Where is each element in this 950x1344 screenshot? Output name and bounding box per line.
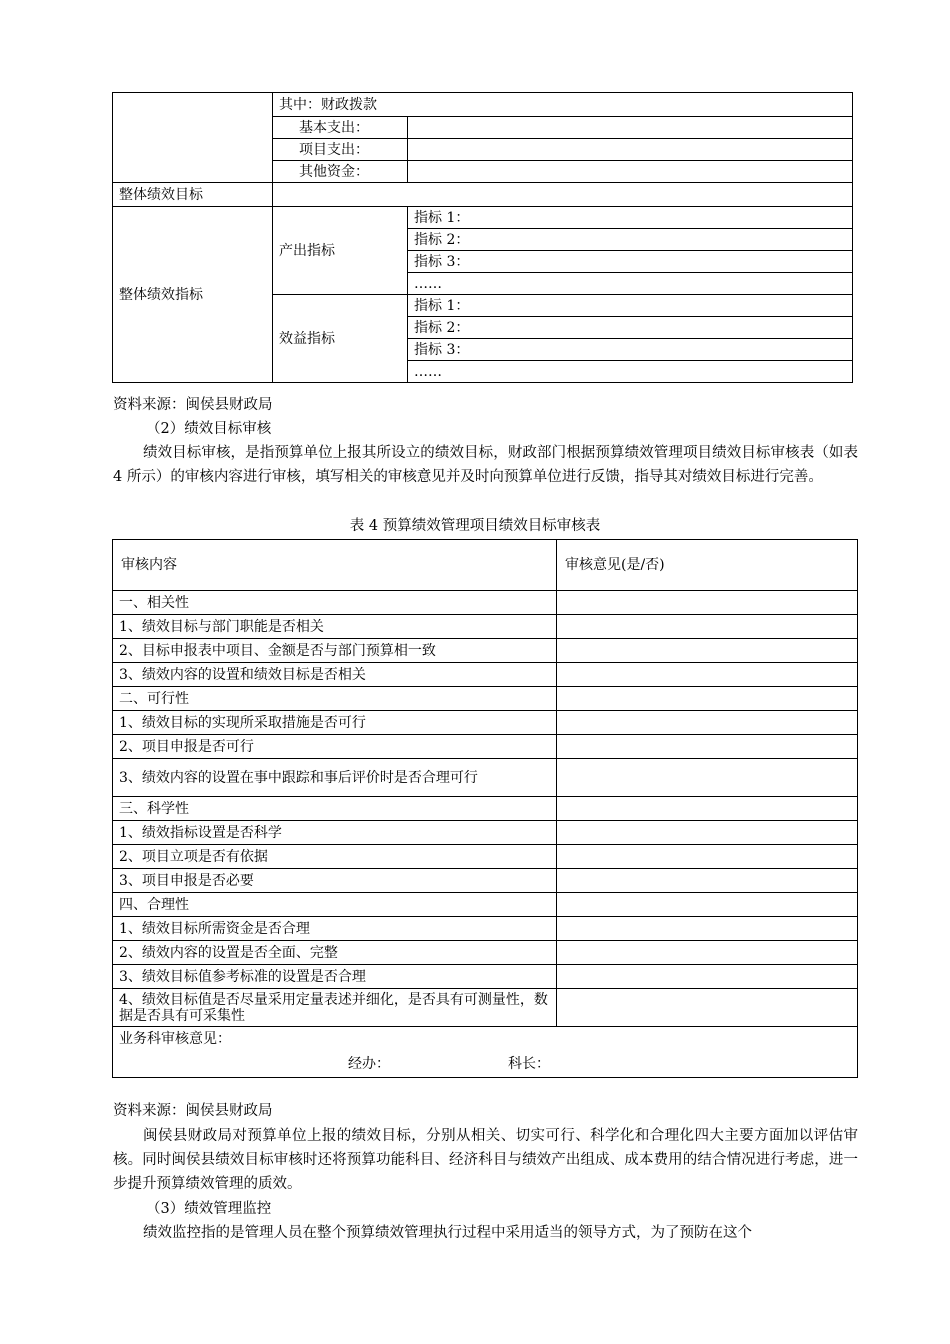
- row-section-feasibility: 二、可行性: [113, 687, 557, 711]
- row-section-rationality: 四、合理性: [113, 893, 557, 917]
- row-item: 2、目标申报表中项目、金额是否与部门预算相一致: [113, 639, 557, 663]
- opinion-cell: [557, 797, 858, 821]
- empty-cell: [113, 93, 273, 183]
- paragraph-3: 绩效监控指的是管理人员在整个预算绩效管理执行过程中采用适当的领导方式，为了预防在这个: [143, 1225, 752, 1241]
- benefit-indicator-1: 指标 1：: [408, 295, 853, 317]
- row-item: 1、绩效指标设置是否科学: [113, 821, 557, 845]
- row-item: 3、绩效内容的设置和绩效目标是否相关: [113, 663, 557, 687]
- row-item: 1、绩效目标所需资金是否合理: [113, 917, 557, 941]
- row-item: 3、项目申报是否必要: [113, 869, 557, 893]
- basic-expense-label: 基本支出：: [273, 117, 408, 139]
- benefit-indicator-3: 指标 3：: [408, 339, 853, 361]
- paragraph-1: 绩效目标审核，是指预算单位上报其所设立的绩效目标，财政部门根据预算绩效管理项目绩效目标审核表（如表 4 所示）的审核内容进行审核，填写相关的审核意见并及时向预算单位进行反馈，指导其对绩效目标进行完善。: [113, 445, 858, 485]
- overall-goal-value: [273, 183, 853, 207]
- opinion-cell: [557, 989, 858, 1027]
- basic-expense-value: [408, 117, 853, 139]
- opinion-cell: [557, 869, 858, 893]
- budget-summary-table: [112, 92, 853, 383]
- benefit-indicator-label: 效益指标: [273, 295, 408, 383]
- review-opinion-cell: [113, 1027, 858, 1078]
- opinion-cell: [557, 941, 858, 965]
- chief-label: 科长：: [508, 1056, 550, 1072]
- audit-table: [112, 539, 858, 1078]
- output-indicator-2: 指标 2：: [408, 229, 853, 251]
- row-item: 3、绩效内容的设置在事中跟踪和事后评价时是否合理可行: [113, 759, 557, 797]
- overall-goal-label: 整体绩效目标: [113, 183, 273, 207]
- output-indicator-3: 指标 3：: [408, 251, 853, 273]
- opinion-cell: [557, 639, 858, 663]
- handler-label: 经办：: [348, 1056, 390, 1072]
- output-indicator-more: ……: [408, 273, 853, 295]
- section-heading-3: （3）绩效管理监控: [146, 1201, 272, 1217]
- output-indicator-1: 指标 1：: [408, 207, 853, 229]
- review-opinion-label: 业务科审核意见：: [119, 1031, 231, 1047]
- section-heading-2: （2）绩效目标审核: [146, 421, 272, 437]
- opinion-cell: [557, 845, 858, 869]
- opinion-cell: [557, 917, 858, 941]
- source-note-1: 资料来源：闽侯县财政局: [113, 397, 273, 413]
- row-item: 1、绩效目标的实现所采取措施是否可行: [113, 711, 557, 735]
- opinion-cell: [557, 893, 858, 917]
- row-item: 2、项目立项是否有依据: [113, 845, 557, 869]
- fin-label: 其中：财政拨款: [273, 93, 853, 117]
- row-item: 2、项目申报是否可行: [113, 735, 557, 759]
- project-expense-value: [408, 139, 853, 161]
- opinion-cell: [557, 591, 858, 615]
- row-section-relevance: 一、相关性: [113, 591, 557, 615]
- benefit-indicator-2: 指标 2：: [408, 317, 853, 339]
- row-item: 3、绩效目标值参考标准的设置是否合理: [113, 965, 557, 989]
- benefit-indicator-more: ……: [408, 361, 853, 383]
- overall-indicator-label: 整体绩效指标: [113, 207, 273, 383]
- header-audit-opinion: 审核意见(是/否): [557, 540, 858, 591]
- project-expense-label: 项目支出：: [273, 139, 408, 161]
- table-caption: 表 4 预算绩效管理项目绩效目标审核表: [349, 518, 601, 534]
- paragraph-2: 闽侯县财政局对预算单位上报的绩效目标，分别从相关、切实可行、科学化和合理化四大主要方面加以评估审核。同时闽侯县绩效目标审核时还将预算功能科目、经济科目与绩效产出组成、成本费用的结合情况进行考虑，进一步提升预算绩效管理的质效。: [113, 1128, 858, 1192]
- opinion-cell: [557, 615, 858, 639]
- opinion-cell: [557, 663, 858, 687]
- row-item: 1、绩效目标与部门职能是否相关: [113, 615, 557, 639]
- opinion-cell: [557, 735, 858, 759]
- other-fund-value: [408, 161, 853, 183]
- opinion-cell: [557, 821, 858, 845]
- opinion-cell: [557, 965, 858, 989]
- source-note-2: 资料来源：闽侯县财政局: [113, 1103, 273, 1119]
- opinion-cell: [557, 759, 858, 797]
- row-item: 4、绩效目标值是否尽量采用定量表述并细化，是否具有可测量性，数据是否具有可采集性: [113, 989, 557, 1027]
- row-section-science: 三、科学性: [113, 797, 557, 821]
- opinion-cell: [557, 711, 858, 735]
- output-indicator-label: 产出指标: [273, 207, 408, 295]
- opinion-cell: [557, 687, 858, 711]
- header-audit-content: 审核内容: [113, 540, 557, 591]
- row-item: 2、绩效内容的设置是否全面、完整: [113, 941, 557, 965]
- other-fund-label: 其他资金：: [273, 161, 408, 183]
